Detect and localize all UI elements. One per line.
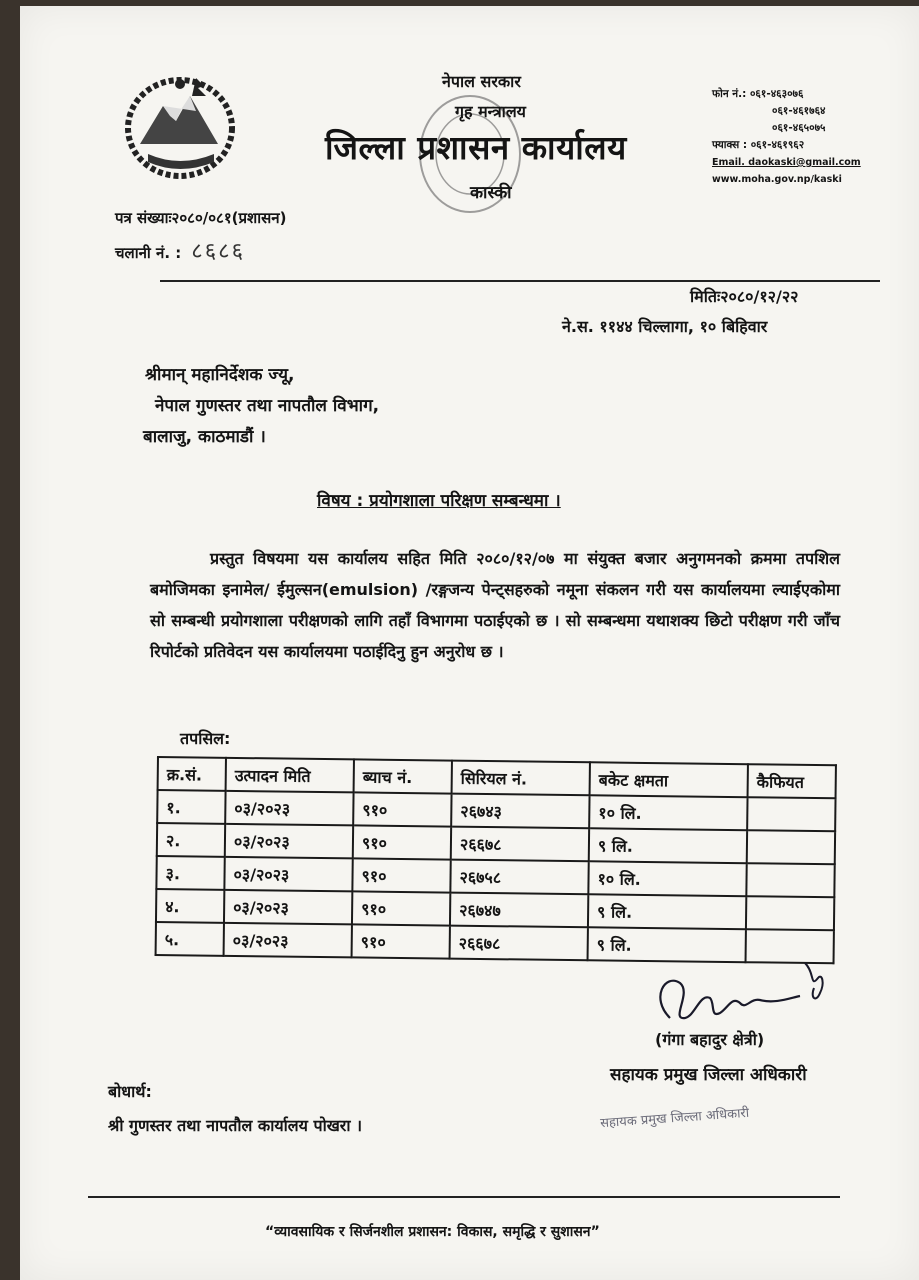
signer-title: सहायक प्रमुख जिल्ला अधिकारी xyxy=(610,1065,807,1085)
footer-divider xyxy=(88,1196,840,1198)
date-divider xyxy=(160,280,880,282)
footer-motto: “व्यावसायिक र सिर्जनशील प्रशासन: विकास, समृद्धि र सुशासन” xyxy=(265,1224,600,1240)
signer-name: (गंगा बहादुर क्षेत्री) xyxy=(655,1030,765,1049)
cell-remarks xyxy=(747,830,835,864)
recipient-address xyxy=(135,360,379,453)
cell-remarks xyxy=(747,797,835,831)
cell-batch: ९१० xyxy=(352,858,450,892)
cell-capacity: १० लि. xyxy=(588,861,746,896)
recipient-line-1: श्रीमान् महानिर्देशक ज्यू, xyxy=(145,365,295,385)
cell-capacity: ९ लि. xyxy=(588,894,746,929)
col-sn: क्र.सं. xyxy=(158,757,226,791)
reference-number: पत्र संख्याः२०८०/०८१(प्रशासन) xyxy=(115,209,287,227)
cell-sn: १. xyxy=(157,790,225,824)
cell-batch: ९१० xyxy=(352,891,450,925)
cell-batch: ९१० xyxy=(352,924,450,958)
email-line: Email. daokaski@gmail.com xyxy=(712,157,861,168)
contact-block xyxy=(712,86,861,188)
phone-line: फोन नं.: ०६१-४६३०७६ xyxy=(712,88,804,100)
cell-serial: २६६७८ xyxy=(451,827,589,862)
government-name: नेपाल सरकार xyxy=(442,72,521,91)
dispatch-value: ८६८६ xyxy=(191,239,246,264)
district-name: कास्की xyxy=(470,183,512,203)
phone-line-3: ०६१-४६५०७५ xyxy=(772,122,826,134)
dispatch-number xyxy=(115,235,245,265)
cell-date: ०३/२०२३ xyxy=(224,923,352,958)
cell-date: ०३/२०२३ xyxy=(224,890,352,925)
letter-body xyxy=(150,543,840,667)
col-bucket-capacity: बकेट क्षमता xyxy=(590,762,748,797)
fax-line: फ्याक्स : ०६१-४६१९६२ xyxy=(712,139,805,151)
cell-serial: २६६७८ xyxy=(450,926,588,961)
ministry-name: गृह मन्त्रालय xyxy=(455,102,526,121)
cell-sn: ५. xyxy=(156,922,224,956)
cell-date: ०३/२०२३ xyxy=(224,857,352,892)
cell-date: ०३/२०२३ xyxy=(225,824,353,859)
phone-line-2: ०६१-४६१७६४ xyxy=(772,105,826,117)
col-serial-no: सिरियल नं. xyxy=(452,761,590,796)
website-line: www.moha.gov.np/kaski xyxy=(712,174,842,185)
cell-capacity: १० लि. xyxy=(589,795,747,830)
col-remarks: कैफियत xyxy=(748,764,836,798)
cell-serial: २६७५८ xyxy=(450,860,588,895)
recipient-line-3: बालाजु, काठमाडौं । xyxy=(143,427,266,447)
cc-recipient: श्री गुणस्तर तथा नापतौल कार्यालय पोखरा । xyxy=(108,1116,363,1135)
dispatch-label: चलानी नं. : xyxy=(115,244,182,262)
cell-remarks xyxy=(746,863,834,897)
cell-sn: २. xyxy=(157,823,225,857)
office-name: जिल्ला प्रशासन कार्यालय xyxy=(325,128,627,167)
cell-date: ०३/२०२३ xyxy=(225,791,353,826)
recipient-line-2: नेपाल गुणस्तर तथा नापतौल विभाग, xyxy=(155,396,380,416)
sample-table xyxy=(155,756,837,964)
cell-capacity: ९ लि. xyxy=(589,828,747,863)
letter-subject: विषय : प्रयोगशाला परिक्षण सम्बन्धमा । xyxy=(317,491,561,511)
nepal-emblem-icon xyxy=(118,66,248,186)
cc-label: बोधार्थ: xyxy=(108,1082,152,1101)
cell-serial: २६७४७ xyxy=(450,893,588,928)
cell-sn: ३. xyxy=(156,856,224,890)
col-batch-no: ब्याच नं. xyxy=(354,759,452,793)
details-label: तपसिल: xyxy=(180,729,231,748)
col-production-date: उत्पादन मिति xyxy=(226,758,354,793)
body-paragraph: प्रस्तुत विषयमा यस कार्यालय सहित मिति २०८०/१२/०७ मा संयुक्त बजार अनुगमनको क्रममा तपशिल बमोजिमका इनामेल/ ईमुल्सन(emulsion) /रङ्गजन्य पेन्ट्सहरुको नमूना संकलन गरी यस कार्यालयमा ल्याईएकोमा सो सम्बन्धी प्रयोगशाला परीक्षणको लागि तहाँ विभागमा पठाईएको छ । सो सम्बन्धमा यथाशक्य छिटो परीक्षण गरी जाँच रिपोर्टको प्रतिवेदन यस कार्यालयमा पठाईदिनु हुन अनुरोध छ । xyxy=(150,549,840,661)
cell-batch: ९१० xyxy=(353,792,451,826)
cell-remarks xyxy=(746,896,834,930)
signature-icon xyxy=(640,958,840,1038)
designation-stamp: सहायक प्रमुख जिल्ला अधिकारी xyxy=(599,1105,750,1132)
nepal-sambat-date: ने.स. ११४४ चिल्लागा, १० बिहिवार xyxy=(562,317,768,336)
letter-date: मितिः२०८०/१२/२२ xyxy=(690,287,799,306)
cell-serial: २६७४३ xyxy=(451,794,589,829)
cell-capacity: ९ लि. xyxy=(588,927,746,962)
cell-batch: ९१० xyxy=(353,825,451,859)
cell-sn: ४. xyxy=(156,889,224,923)
